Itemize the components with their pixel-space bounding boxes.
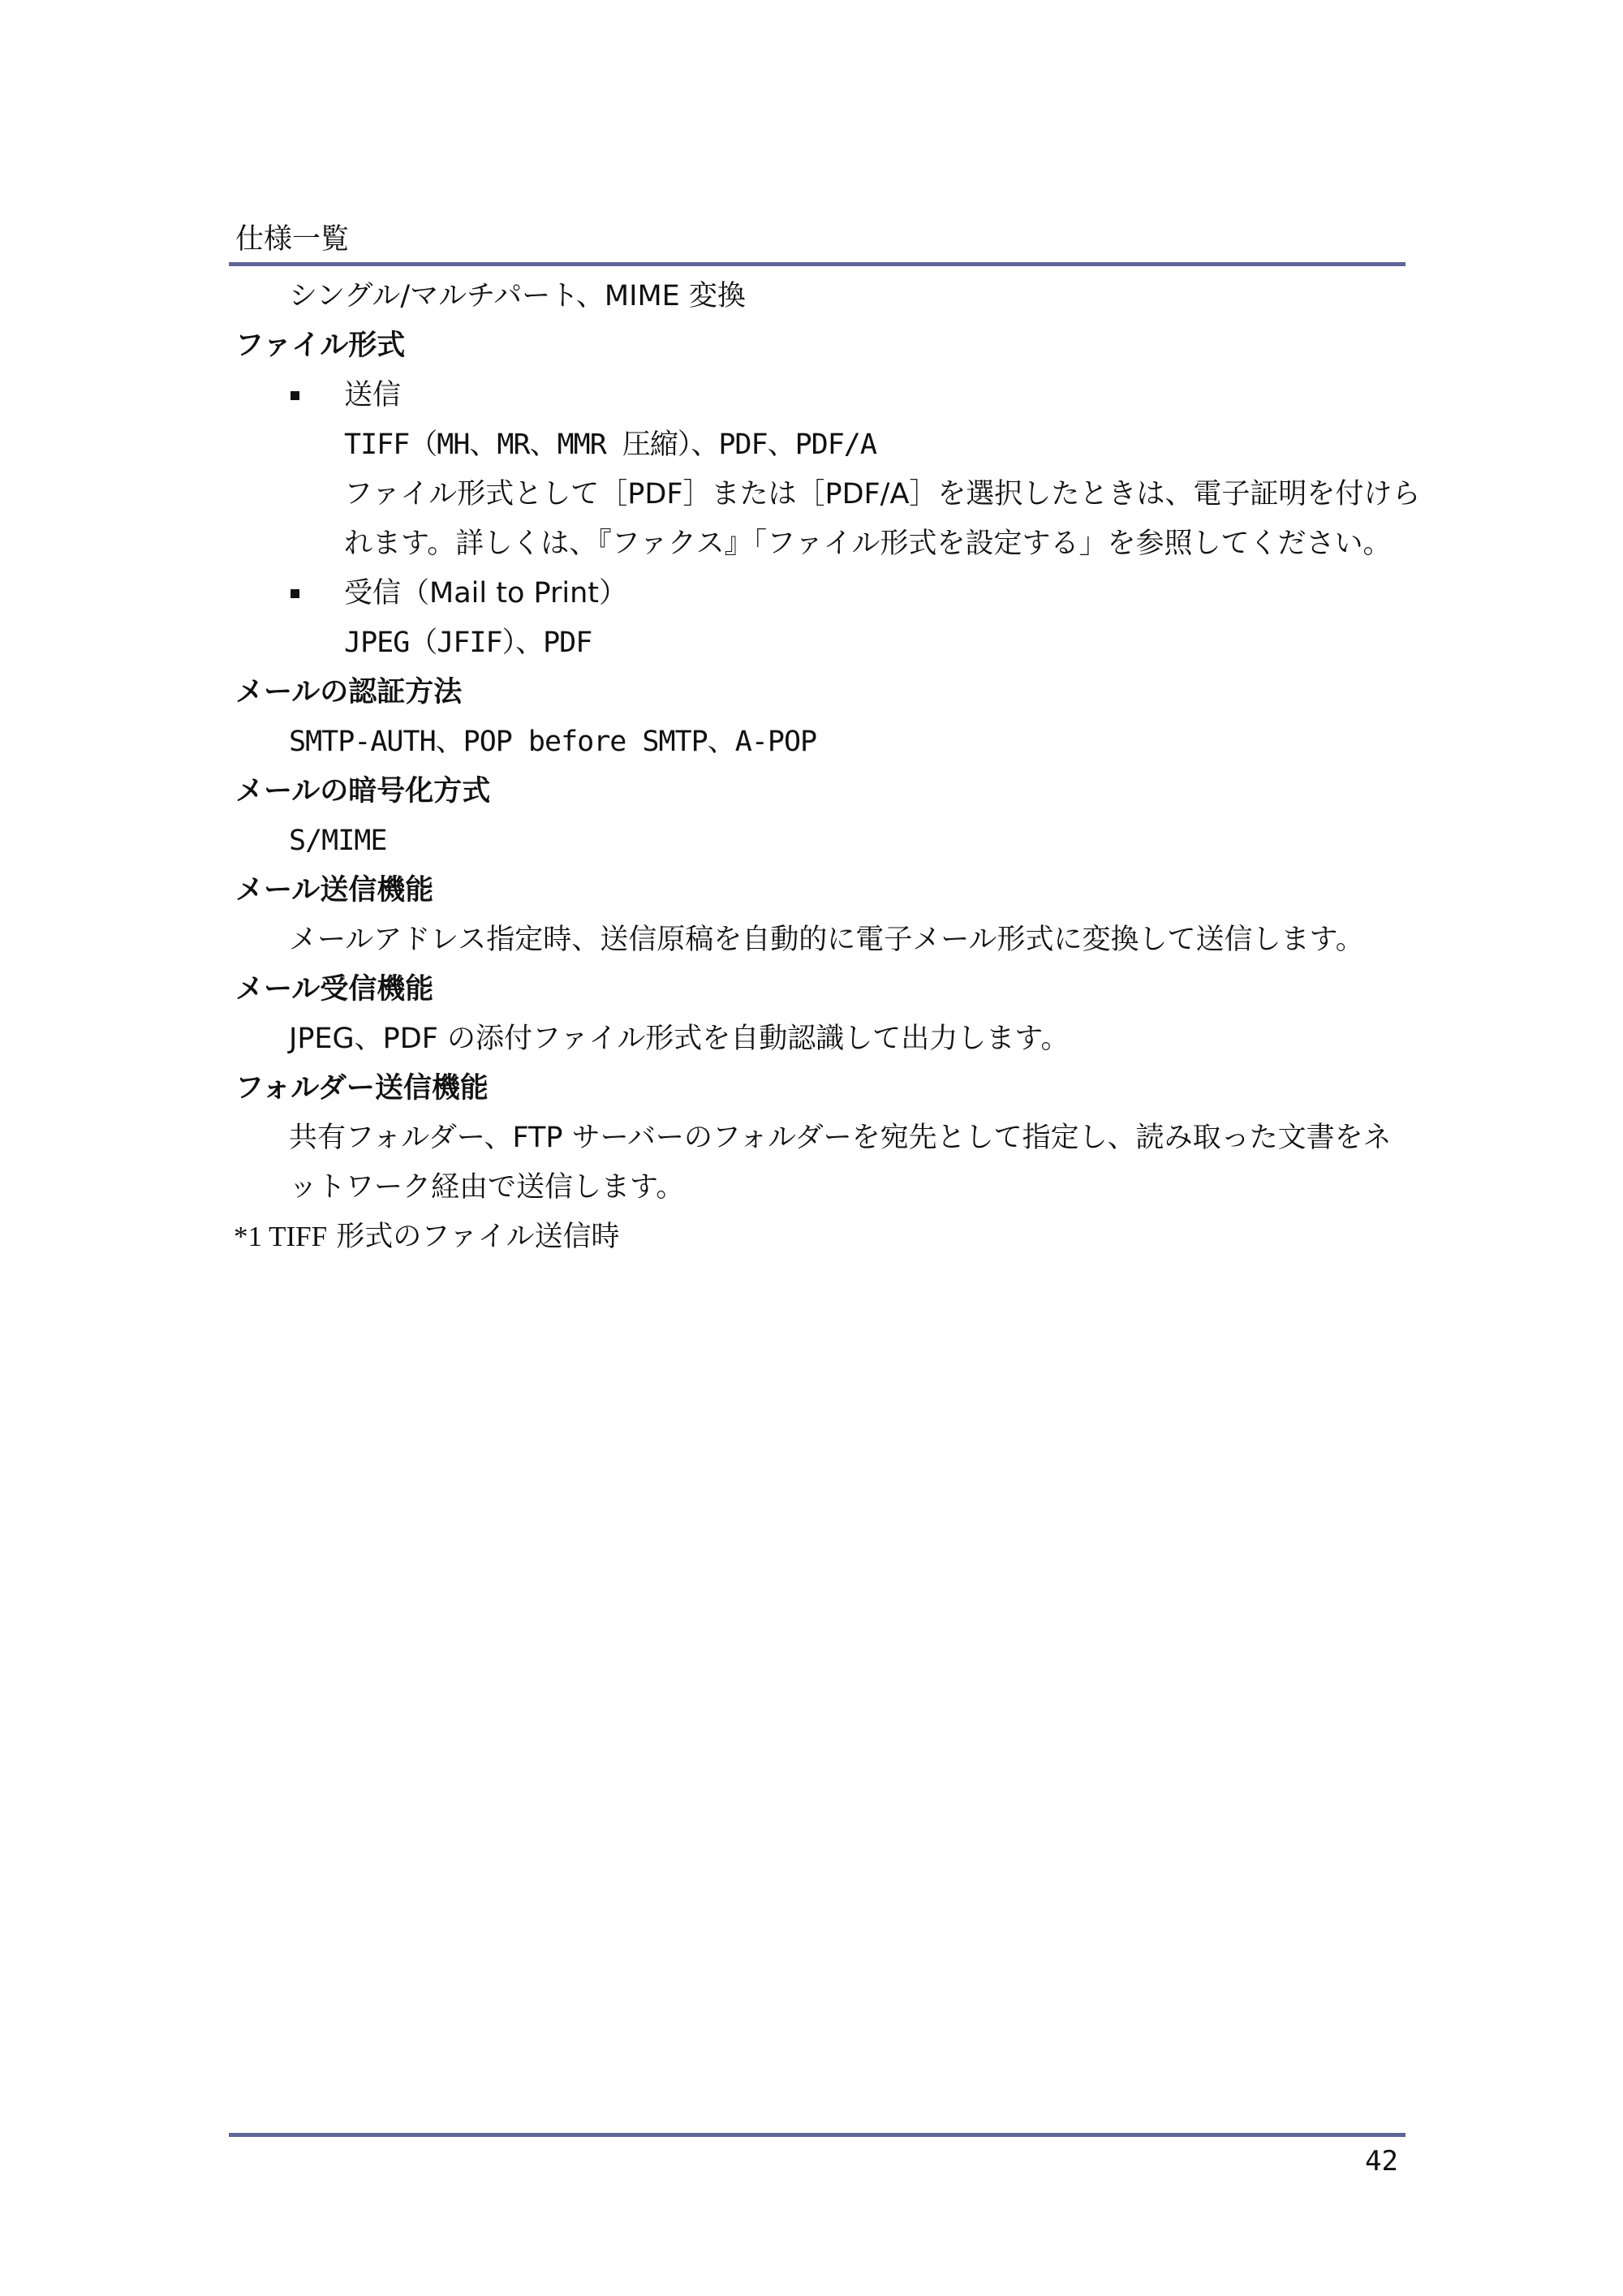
mail-send-value: メールアドレス指定時、送信原稿を自動的に電子メール形式に変換して送信します。	[289, 924, 1364, 956]
auth-value: SMTP-AUTH、POP before SMTP、A-POP	[289, 726, 817, 758]
folder-send-value-line-1: 共有フォルダー、FTP サーバーのフォルダーを宛先として指定し、読み取った文書をネ	[289, 1122, 1392, 1154]
receive-formats: JPEG（JFIF）、PDF	[344, 627, 592, 659]
mail-receive-value: JPEG、PDF の添付ファイル形式を自動認識して出力します。	[289, 1023, 1070, 1055]
folder-send-value-line-2: ットワーク経由で送信します。	[289, 1171, 685, 1204]
send-note-line-2: れます。詳しくは、『ファクス』「ファイル形式を設定する」を参照してください。	[344, 528, 1392, 560]
header-rule	[229, 262, 1406, 266]
receive-label: 受信（Mail to Print）	[344, 577, 627, 610]
send-label: 送信	[344, 379, 402, 411]
mail-send-heading: メール送信機能	[235, 874, 434, 907]
encryption-heading: メールの暗号化方式	[235, 775, 491, 808]
send-bullet-icon	[291, 391, 299, 400]
multipart-spec: シングル/マルチパート、MIME 変換	[289, 280, 746, 312]
receive-bullet-icon	[291, 589, 299, 598]
footnote-mark: *1 TIFF	[234, 1221, 328, 1252]
page-header-title: 仕様一覧	[235, 223, 350, 256]
page-number: 42	[1365, 2145, 1398, 2178]
file-format-heading: ファイル形式	[235, 330, 406, 362]
folder-send-heading: フォルダー送信機能	[235, 1072, 489, 1105]
footnote	[234, 1217, 620, 1257]
encryption-value: S/MIME	[289, 825, 387, 857]
send-formats: TIFF（MH、MR、MMR 圧縮）、PDF、PDF/A	[344, 429, 876, 461]
footer-rule	[229, 2133, 1406, 2137]
footnote-text: 形式のファイル送信時	[327, 1221, 620, 1253]
send-note-line-1: ファイル形式として［PDF］または［PDF/A］を選択したときは、電子証明を付けら	[344, 478, 1421, 510]
auth-heading: メールの認証方法	[235, 676, 463, 709]
mail-receive-heading: メール受信機能	[235, 973, 434, 1006]
